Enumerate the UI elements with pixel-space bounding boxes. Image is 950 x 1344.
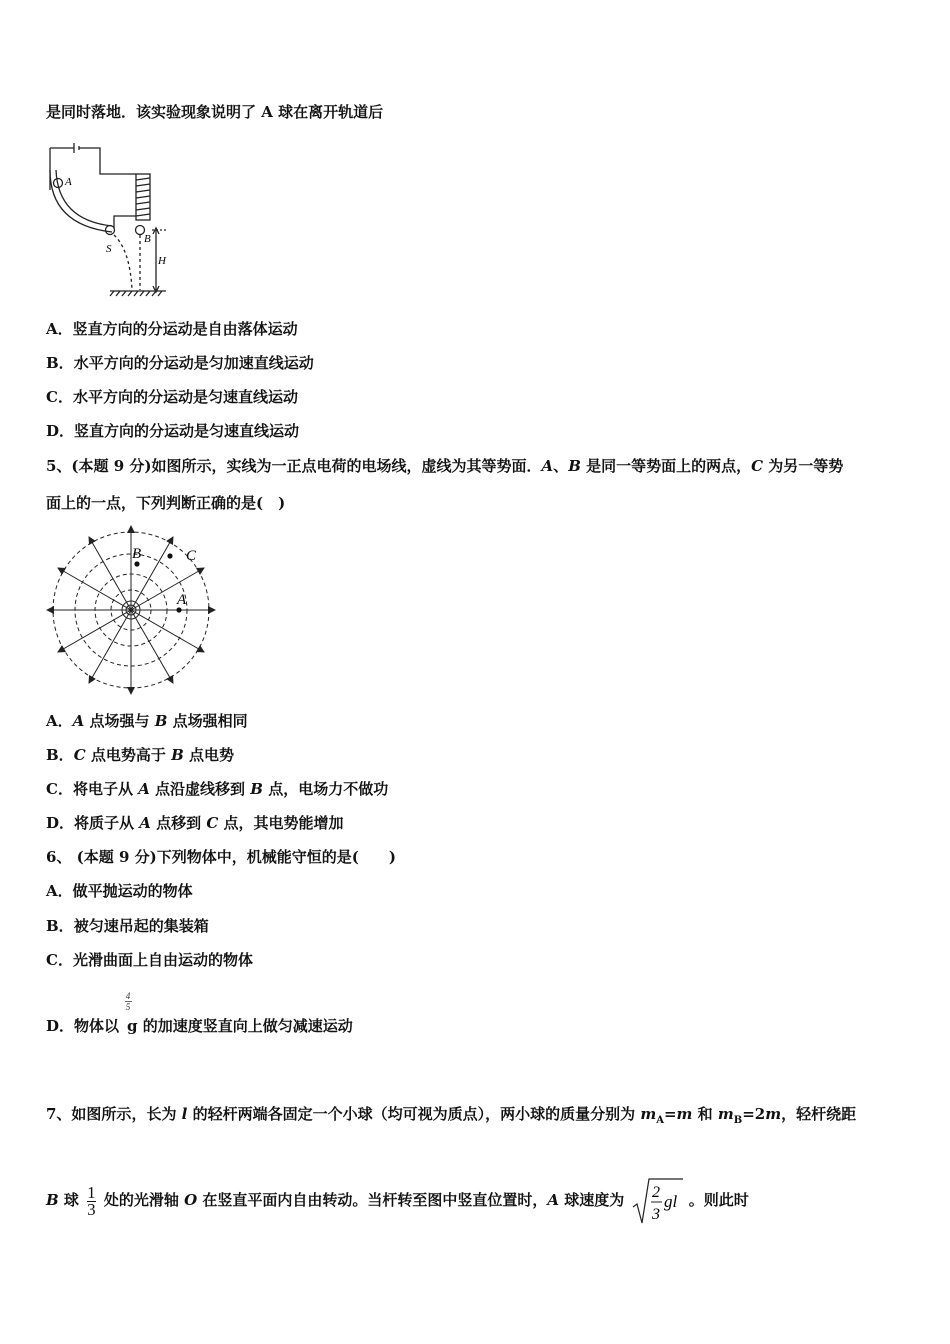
q6-stem: 6、 (本题 9 分)下列物体中，机械能守恒的是( ) [46,848,396,866]
q4-option-c: C．水平方向的分运动是匀速直线运动 [46,388,298,406]
label-A: A [65,176,72,188]
q5-option-a: A．A 点场强与 B 点场强相同 [46,712,248,730]
q7-line2: B 球 $\frac{1}{3}$ 处的光滑轴 O 在竖直平面内自由转动。当杆转至图中竖直位置时，A 球速度为 2 3 gl 。则此时 [46,1172,749,1229]
q6-option-d: D．物体以 g 的加速度竖直向上做匀减速运动 [46,1017,353,1035]
q4-option-b: B．水平方向的分运动是匀加速直线运动 [46,354,314,372]
q4-option-d: D．竖直方向的分运动是匀速直线运动 [46,422,300,440]
label-H: H [158,255,166,267]
q6-option-a: A．做平抛运动的物体 [46,882,193,900]
sqrt-num: 2 [651,1184,660,1201]
q4-option-a: A．竖直方向的分运动是自由落体运动 [46,320,298,338]
q6-option-b: B．被匀速吊起的集装箱 [46,917,209,935]
q7-line1: 7、如图所示，长为 l 的轻杆两端各固定一个小球（均可视为质点），两小球的质量分别为 $m_A=m$ 和 $m_B=2m$，轻杆绕距 [46,1105,857,1126]
sqrt-gl: gl [663,1192,677,1211]
field-lines-figure [44,524,220,700]
point-B [134,561,139,566]
q5-option-b: B．C 点电势高于 B 点电势 [46,746,235,764]
q5-option-c: C．将电子从 A 点沿虚线移到 B 点，电场力不做功 [46,780,389,798]
sqrt-expression [632,1173,684,1229]
label-B: B [144,233,151,245]
intro-line: 是同时落地．该实验现象说明了 A 球在离开轨道后 [46,103,384,121]
q5-stem-line2: 面上的一点，下列判断正确的是( ) [46,494,286,512]
point-A [176,607,181,612]
one-third-fraction: $\frac{1}{3}$ [87,1182,96,1219]
apparatus-figure [44,140,174,300]
point-C [167,553,172,558]
fig2-label-B: B [132,546,142,562]
q6-option-c: C．光滑曲面上自由运动的物体 [46,951,253,969]
q5-stem-line1: 5、(本题 9 分)如图所示，实线为一正点电荷的电场线，虚线为其等势面．A、B 是同一等势面上的两点，C 为另一等势 [46,457,844,475]
fig2-label-C: C [186,548,197,564]
fig2-label-A: A [177,592,187,608]
label-S: S [106,243,112,255]
four-fifths-fraction: 4 5 [125,991,131,1012]
q5-option-d: D．将质子从 A 点移到 C 点，其电势能增加 [46,814,344,832]
sqrt-den: 3 [651,1206,660,1223]
